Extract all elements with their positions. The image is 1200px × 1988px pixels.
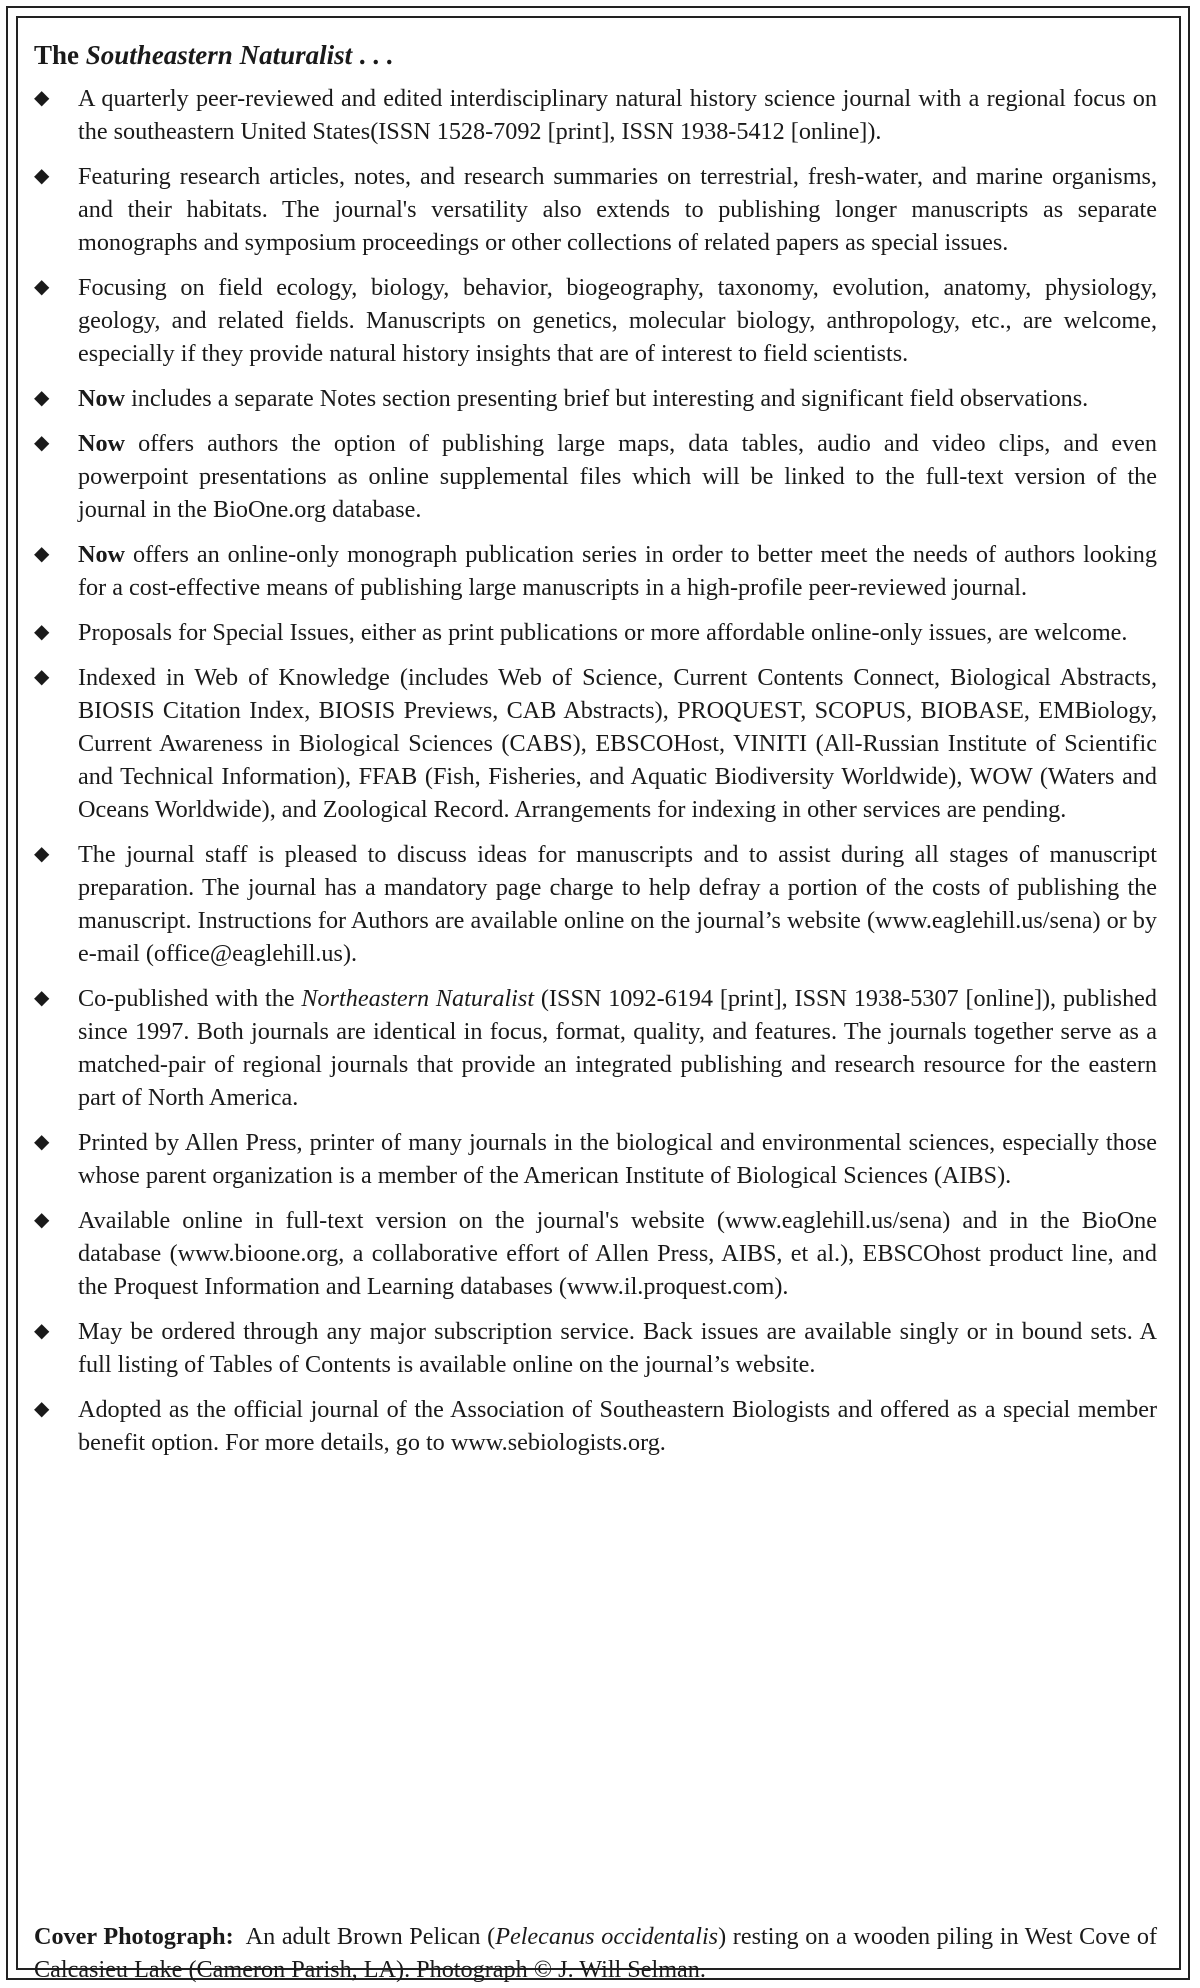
- diamond-bullet-icon: ◆: [34, 276, 50, 298]
- item-text: Featuring research articles, notes, and research summaries on terrestrial, fresh-water, and marine organisms, and their habitats. The journal's versatility also extends to publishing longer manuscripts as separate monographs and symposium proceedings or other collections of related papers as special issues.: [78, 163, 1157, 256]
- list-item: [34, 1393, 1157, 1459]
- diamond-bullet-icon: ◆: [34, 87, 50, 109]
- item-text: Indexed in Web of Knowledge (includes Web of Science, Current Contents Connect, Biological Abstracts, BIOSIS Citation Index, BIOSIS Previews, CAB Abstracts), PROQUEST, SCOPUS, BIOBASE, EMBiology, Current Awareness in Biological Sciences (CABS), EBSCOHost, VINITI (All-Russian Institute of Scientific and Technical Information), FFAB (Fish, Fisheries, and Aquatic Biodiversity Worldwide), WOW (Waters and Oceans Worldwide), and Zoological Record. Arrangements for indexing in other services are pending.: [78, 664, 1157, 823]
- item-text: Co-published with the: [78, 985, 302, 1012]
- content-frame: [16, 16, 1181, 1984]
- item-text: offers authors the option of publishing large maps, data tables, audio and video clips, and even powerpoint presentations as online supplemental files which will be linked to the full-text version of the journal in the BioOne.org database.: [78, 430, 1157, 523]
- item-text: Available online in full-text version on the journal's website (www.eaglehill.us/sena) and in the BioOne database (www.bioone.org, a collaborative effort of Allen Press, AIBS, et al.), EBSCOhost product line, and the Proquest Information and Learning databases (www.il.proquest.com).: [78, 1207, 1157, 1300]
- item-text: includes a separate Notes section presenting brief but interesting and significant field observations.: [125, 385, 1089, 412]
- species-name: Pelecanus occidentalis: [495, 1923, 719, 1951]
- diamond-bullet-icon: ◆: [34, 1320, 50, 1342]
- feature-list: [34, 82, 1157, 1459]
- item-text: May be ordered through any major subscription service. Back issues are available singly or in bound sets. A full listing of Tables of Contents is available online on the journal’s website.: [78, 1318, 1157, 1378]
- diamond-bullet-icon: ◆: [34, 666, 50, 688]
- cover-text-after: ) resting on a wooden piling in West Cove of Calcasieu Lake (Cameron Parish, LA). Photograph © J. Will Selman.: [34, 1923, 1158, 1984]
- diamond-bullet-icon: ◆: [34, 543, 50, 565]
- item-text: offers an online-only monograph publication series in order to better meet the needs of authors looking for a cost-effective means of publishing large manuscripts in a high-profile peer-reviewed journal.: [78, 541, 1157, 601]
- list-item: [34, 616, 1157, 649]
- list-item: [34, 82, 1157, 148]
- item-text: Adopted as the official journal of the Association of Southeastern Biologists and offered as a special member benefit option. For more details, go to www.sebiologists.org.: [78, 1396, 1157, 1456]
- title-prefix: The: [34, 40, 86, 70]
- diamond-bullet-icon: ◆: [34, 621, 50, 643]
- list-item: [34, 838, 1157, 970]
- list-item: [34, 1315, 1157, 1381]
- list-item: [34, 382, 1157, 415]
- diamond-bullet-icon: ◆: [34, 1398, 50, 1420]
- cover-text: An adult Brown Pelican (: [233, 1923, 496, 1951]
- list-item: [34, 160, 1157, 259]
- page-title: [34, 38, 1157, 72]
- item-text-after: (ISSN 1092-6194 [print], ISSN 1938-5307 [online]), published since 1997. Both journals are identical in focus, format, quality, and features. The journals together serve as a matched-pair of regional journals that provide an integrated publishing and research resource for the eastern part of North America.: [78, 985, 1158, 1111]
- item-text: A quarterly peer-reviewed and edited interdisciplinary natural history science journal with a regional focus on the southeastern United States(ISSN 1528-7092 [print], ISSN 1938-5412 [online]).: [78, 85, 1157, 145]
- list-item: [34, 1204, 1157, 1303]
- diamond-bullet-icon: ◆: [34, 165, 50, 187]
- bold-lead: Now: [78, 385, 126, 412]
- item-italic: Northeastern Naturalist: [301, 985, 535, 1012]
- bold-lead: Now: [78, 541, 126, 568]
- list-item: [34, 271, 1157, 370]
- cover-label: Cover Photograph:: [34, 1923, 234, 1951]
- item-text: Focusing on field ecology, biology, behavior, biogeography, taxonomy, evolution, anatomy, physiology, geology, and related fields. Manuscripts on genetics, molecular biology, anthropology, etc., are welcome, especially if they provide natural history insights that are of interest to field scientists.: [78, 274, 1157, 367]
- list-item: [34, 427, 1157, 526]
- item-text: The journal staff is pleased to discuss ideas for manuscripts and to assist during all stages of manuscript preparation. The journal has a mandatory page charge to help defray a portion of the costs of publishing the manuscript. Instructions for Authors are available online on the journal’s website (www.eaglehill.us/sena) or by e-mail (office@eaglehill.us).: [78, 841, 1157, 967]
- cover-photograph-caption: [34, 1920, 1157, 1986]
- journal-name: Southeastern Naturalist: [85, 40, 353, 70]
- diamond-bullet-icon: ◆: [34, 387, 50, 409]
- diamond-bullet-icon: ◆: [34, 987, 50, 1009]
- diamond-bullet-icon: ◆: [34, 432, 50, 454]
- list-item: [34, 1126, 1157, 1192]
- item-text: Printed by Allen Press, printer of many journals in the biological and environmental sciences, especially those whose parent organization is a member of the American Institute of Biological Sciences (AIBS).: [78, 1129, 1157, 1189]
- diamond-bullet-icon: ◆: [34, 1209, 50, 1231]
- item-text: Proposals for Special Issues, either as print publications or more affordable online-only issues, are welcome.: [78, 619, 1128, 646]
- list-item: [34, 982, 1157, 1114]
- bold-lead: Now: [78, 430, 126, 457]
- list-item: [34, 538, 1157, 604]
- diamond-bullet-icon: ◆: [34, 1131, 50, 1153]
- title-ellipsis: . . .: [352, 40, 393, 70]
- list-item: [34, 661, 1157, 826]
- diamond-bullet-icon: ◆: [34, 843, 50, 865]
